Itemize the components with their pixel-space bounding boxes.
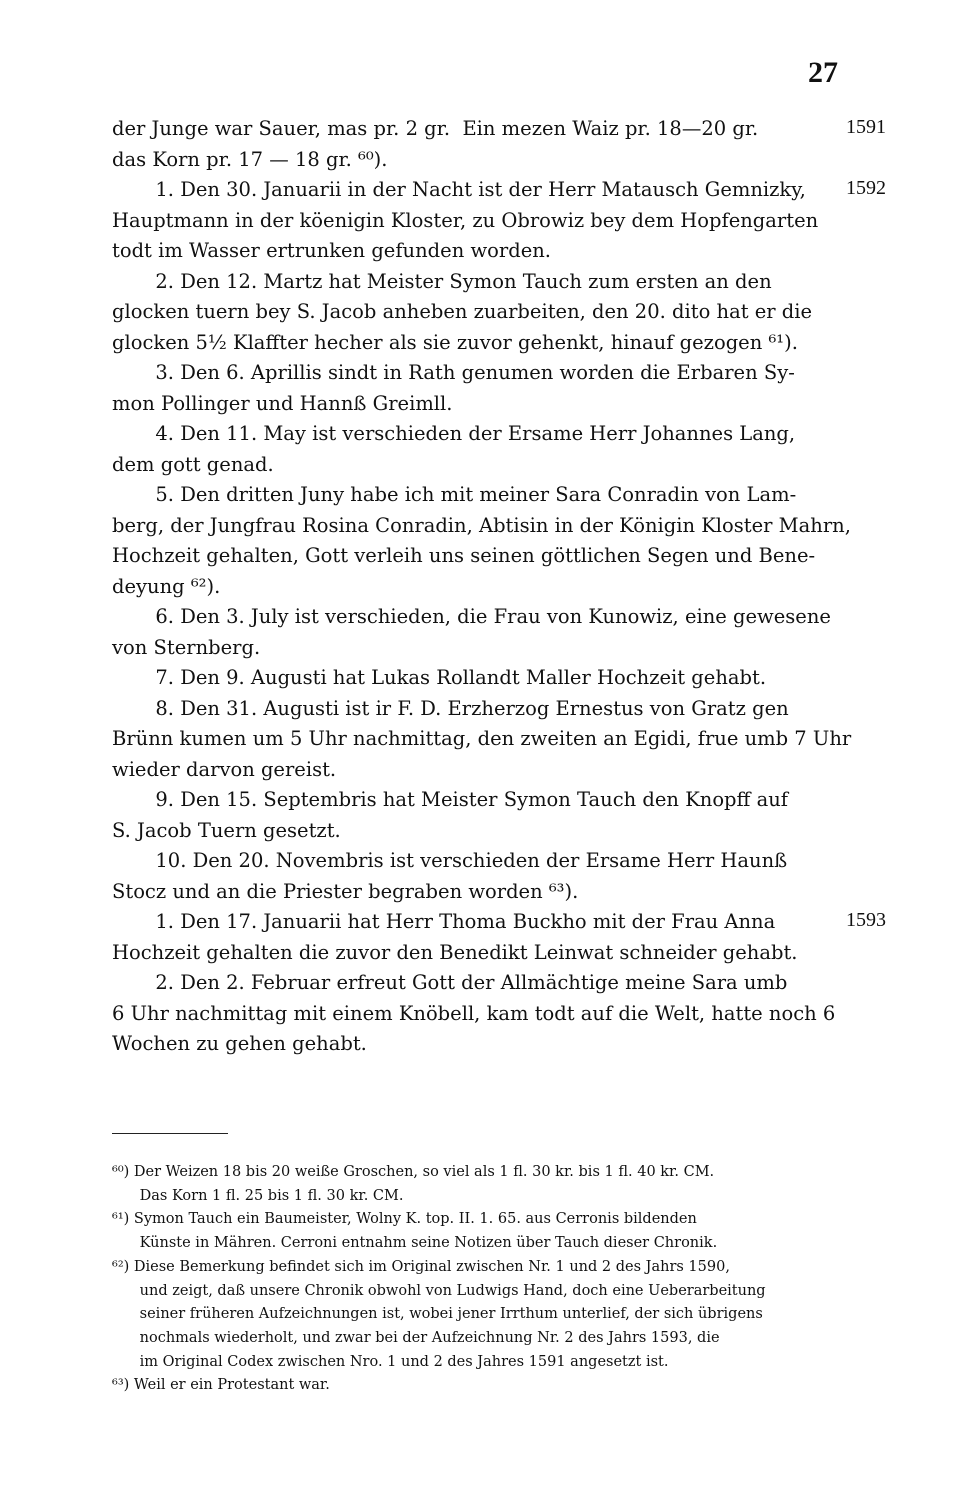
body-line: 6. Den 3. July ist verschieden, die Frau von Kunowiz, eine gewesene bbox=[112, 605, 831, 628]
body-line: Hochzeit gehalten die zuvor den Benedikt Leinwat schneider gehabt. bbox=[112, 940, 798, 964]
body-line: der Junge war Sauer, mas pr. 2 gr. Ein mezen Waiz pr. 18—20 gr. bbox=[112, 117, 759, 140]
body-line: 5. Den dritten Juny habe ich mit meiner Sara Conradin von Lam- bbox=[112, 483, 797, 506]
body-line: 3. Den 6. Aprillis sindt in Rath genumen worden die Erbaren Sy- bbox=[112, 361, 795, 384]
footnote-line: ⁶²) Diese Bemerkung befindet sich im Original zwischen Nr. 1 und 2 des Jahrs 1590, bbox=[112, 1258, 730, 1275]
body-line: Brünn kumen um 5 Uhr nachmittag, den zweiten an Egidi, frue umb 7 Uhr bbox=[112, 727, 852, 750]
footnote-separator bbox=[112, 1133, 228, 1134]
body-line: deyung ⁶²). bbox=[112, 574, 221, 598]
body-line: Hochzeit gehalten, Gott verleih uns seinen göttlichen Segen und Bene- bbox=[112, 544, 816, 567]
margin-year: 1593 bbox=[846, 909, 886, 931]
footnote-line: Künste in Mähren. Cerroni entnahm seine Notizen über Tauch dieser Chronik. bbox=[112, 1235, 718, 1252]
body-line: 2. Den 12. Martz hat Meister Symon Tauch zum ersten an den bbox=[112, 269, 772, 293]
body-line: glocken tuern bey S. Jacob anheben zuarbeiten, den 20. dito hat er die bbox=[112, 300, 813, 323]
body-line: 10. Den 20. Novembris ist verschieden der Ersame Herr Haunß bbox=[112, 849, 788, 872]
body-line: 1. Den 30. Januarii in der Nacht ist der Herr Matausch Gemnizky, bbox=[112, 178, 806, 201]
body-line: dem gott genad. bbox=[112, 452, 274, 476]
footnote-line: ⁶³) Weil er ein Protestant war. bbox=[112, 1377, 330, 1394]
body-line: Hauptmann in der köenigin Kloster, zu Obrowiz bey dem Hopfengarten bbox=[112, 208, 819, 232]
body-line: Stocz und an die Priester begraben worden ⁶³). bbox=[112, 879, 579, 903]
footnote-line: ⁶⁰) Der Weizen 18 bis 20 weiße Groschen, so viel als 1 fl. 30 kr. bis 1 fl. 40 kr. CM. bbox=[112, 1164, 715, 1180]
body-line: mon Pollinger und Hannß Greimll. bbox=[112, 391, 453, 415]
body-line: das Korn pr. 17 — 18 gr. ⁶⁰). bbox=[112, 147, 388, 171]
page-number: 27 bbox=[808, 56, 838, 89]
body-line: todt im Wasser ertrunken gefunden worden. bbox=[112, 239, 551, 262]
footnote-line: seiner früheren Aufzeichnungen ist, wobei jener Irrthum unterlief, der sich übrigens bbox=[112, 1306, 763, 1323]
body-line: 2. Den 2. Februar erfreut Gott der Allmächtige meine Sara umb bbox=[112, 971, 788, 994]
footnote-line: Das Korn 1 fl. 25 bis 1 fl. 30 kr. CM. bbox=[112, 1187, 404, 1204]
body-line: 4. Den 11. May ist verschieden der Ersame Herr Johannes Lang, bbox=[112, 422, 796, 445]
margin-year: 1592 bbox=[846, 177, 886, 199]
footnote-line: im Original Codex zwischen Nro. 1 und 2 des Jahres 1591 angesetzt ist. bbox=[112, 1353, 669, 1370]
footnote-line: nochmals wiederholt, und zwar bei der Aufzeichnung Nr. 2 des Jahrs 1593, die bbox=[112, 1329, 720, 1346]
body-line: glocken 5½ Klaffter hecher als sie zuvor gehenkt, hinauf gezogen ⁶¹). bbox=[112, 330, 798, 354]
body-line: 6 Uhr nachmittag mit einem Knöbell, kam todt auf die Welt, hatte noch 6 bbox=[112, 1001, 836, 1025]
body-line: S. Jacob Tuern gesetzt. bbox=[112, 818, 341, 842]
body-line: 9. Den 15. Septembris hat Meister Symon Tauch den Knopff auf bbox=[112, 788, 788, 811]
body-line: 1. Den 17. Januarii hat Herr Thoma Buckho mit der Frau Anna bbox=[112, 910, 776, 933]
body-line: berg, der Jungfrau Rosina Conradin, Abtisin in der Königin Kloster Mahrn, bbox=[112, 513, 851, 537]
body-line: von Sternberg. bbox=[112, 635, 261, 659]
body-line: wieder darvon gereist. bbox=[112, 757, 337, 781]
body-line: Wochen zu gehen gehabt. bbox=[112, 1032, 367, 1055]
margin-year: 1591 bbox=[846, 116, 886, 138]
body-line: 7. Den 9. Augusti hat Lukas Rollandt Maller Hochzeit gehabt. bbox=[112, 666, 767, 689]
body-line: 8. Den 31. Augusti ist ir F. D. Erzherzog Ernestus von Gratz gen bbox=[112, 696, 789, 720]
footnote-line: und zeigt, daß unsere Chronik obwohl von Ludwigs Hand, doch eine Ueberarbeitung bbox=[112, 1282, 766, 1299]
footnote-line: ⁶¹) Symon Tauch ein Baumeister, Wolny K. top. II. 1. 65. aus Cerronis bildenden bbox=[112, 1211, 697, 1228]
